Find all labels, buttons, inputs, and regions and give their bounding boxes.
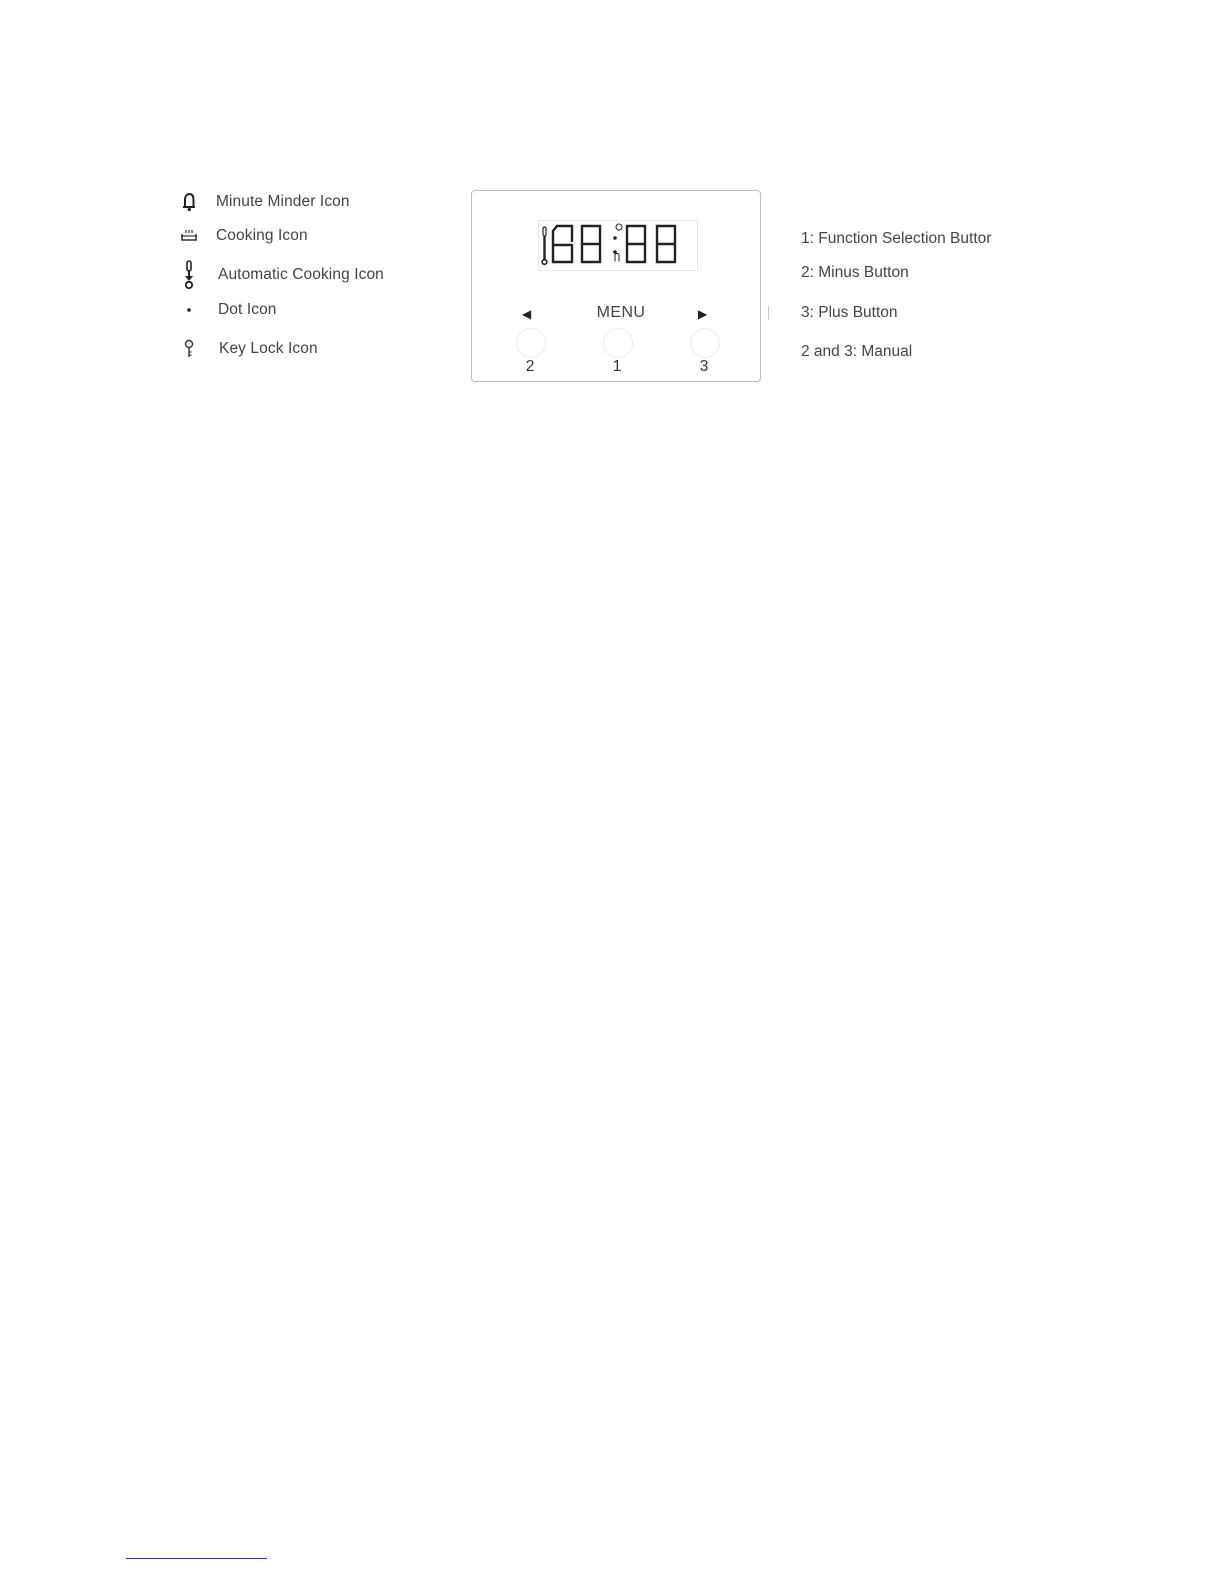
legend-row-cooking — [178, 221, 308, 251]
automatic-cooking-icon — [178, 260, 200, 290]
button-legend-item: 2: Minus Button — [801, 264, 909, 281]
right-arrow-icon: ▶ — [698, 307, 708, 321]
button-legend-item: 3: Plus Button — [801, 304, 898, 321]
legend-label: Key Lock Icon — [219, 340, 318, 357]
key-icon — [178, 334, 200, 364]
button-legend-item: 1: Function Selection Buttor — [801, 230, 992, 247]
plus-button-number: 3 — [699, 358, 709, 375]
lcd-clock-icon — [616, 224, 622, 230]
legend-row-key-lock — [178, 334, 318, 364]
legend-label: Dot Icon — [218, 301, 277, 318]
left-arrow-icon: ◀ — [522, 307, 532, 321]
legend-row-minute-minder — [178, 187, 350, 217]
plus-button[interactable] — [690, 328, 720, 358]
lcd-key-icon — [543, 227, 546, 236]
function-selection-button[interactable] — [603, 328, 633, 358]
button-legend-item: 2 and 3: Manual — [801, 343, 913, 360]
dot-icon — [178, 295, 200, 325]
menu-label: MENU — [596, 304, 646, 321]
bell-icon — [178, 187, 200, 217]
lcd-bell-icon — [615, 254, 619, 262]
oven-control-panel — [471, 190, 761, 382]
legend-label: Minute Minder Icon — [216, 193, 350, 210]
divider — [768, 306, 769, 320]
legend-row-automatic-cooking — [178, 260, 384, 290]
legend-label: Cooking Icon — [216, 227, 308, 244]
minus-button-number: 2 — [525, 358, 535, 375]
legend-row-dot — [178, 295, 277, 325]
lcd-display — [538, 220, 698, 271]
lcd-digits — [539, 221, 697, 270]
legend-label: Automatic Cooking Icon — [218, 266, 384, 283]
function-selection-button-number: 1 — [612, 358, 622, 375]
cooking-pot-icon — [178, 221, 200, 251]
minus-button[interactable] — [516, 328, 546, 358]
footnote-separator — [126, 1558, 267, 1559]
